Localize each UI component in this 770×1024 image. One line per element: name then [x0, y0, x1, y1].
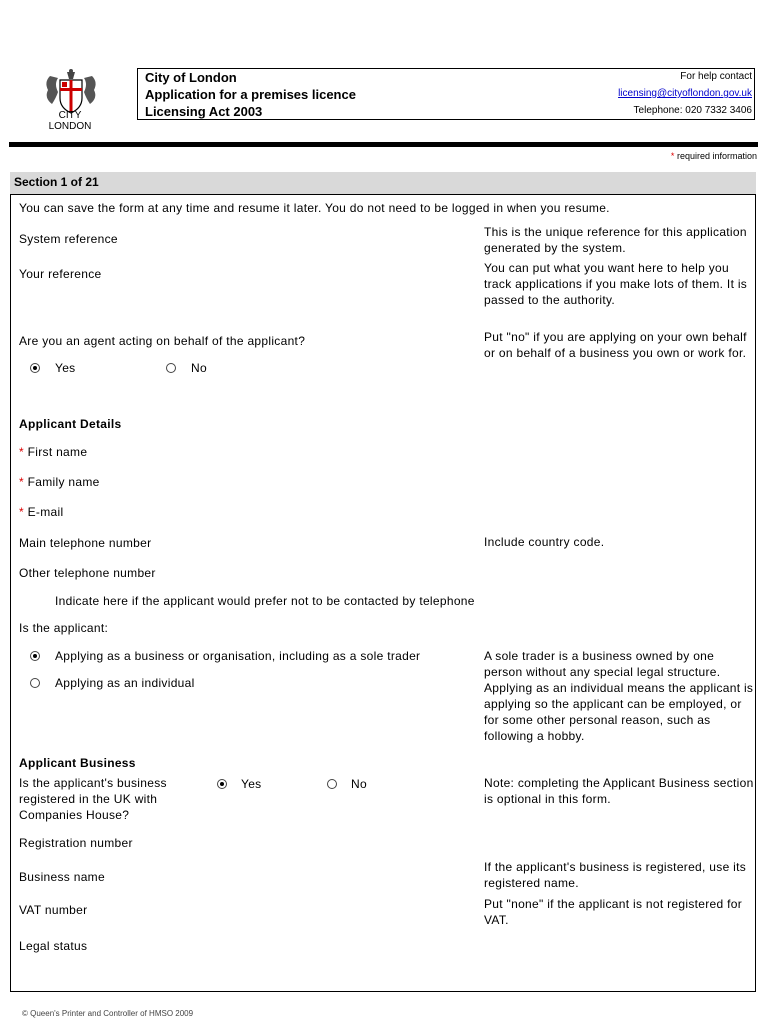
email-text: E-mail — [27, 505, 64, 519]
main-phone-help: Include country code. — [484, 535, 605, 549]
logo-text-london: LONDON — [48, 121, 92, 132]
section-intro: You can save the form at any time and resume it later. You do not need to be logged in when you resume. — [19, 201, 610, 215]
required-star: * — [670, 151, 675, 161]
your-reference-help: You can put what you want here to help you track applications if you make lots of them. It is passed to the authority. — [484, 261, 748, 307]
agent-no-label: No — [191, 361, 207, 375]
header-title-application: Application for a premises licence — [145, 87, 356, 102]
your-reference-label: Your reference — [19, 267, 102, 281]
registered-yes-label: Yes — [241, 777, 262, 791]
copyright-footer: © Queen's Printer and Controller of HMSO 2009 — [22, 1009, 194, 1018]
first-name-label — [19, 445, 87, 459]
other-phone-label: Other telephone number — [19, 566, 156, 580]
business-name-label: Business name — [19, 870, 105, 884]
required-star: * — [19, 445, 24, 459]
help-phone: Telephone: 020 7332 3406 — [633, 105, 752, 116]
section-title: Section 1 of 21 — [10, 172, 756, 195]
main-phone-label: Main telephone number — [19, 536, 152, 550]
email-label — [19, 505, 63, 519]
applicant-details-heading: Applicant Details — [19, 417, 122, 431]
vat-number-label: VAT number — [19, 903, 88, 917]
registered-no-radio[interactable] — [327, 779, 337, 789]
business-note: Note: completing the Applicant Business section is optional in this form. — [484, 776, 754, 806]
system-reference-label: System reference — [19, 232, 118, 246]
registered-no-label: No — [351, 777, 367, 791]
agent-no-radio[interactable] — [166, 363, 176, 373]
header-title-act: Licensing Act 2003 — [145, 104, 263, 119]
applicant-business-radio[interactable] — [30, 651, 40, 661]
required-note — [671, 151, 757, 161]
family-name-label — [19, 475, 100, 489]
applicant-type-help: A sole trader is a business owned by one person without any special legal structure. Applying as an individual means the applicant is applying so the applicant can be employed, or for some other personal reason, such as following a hobby. — [484, 649, 754, 743]
agent-yes-label: Yes — [55, 361, 76, 375]
agent-yes-radio[interactable] — [30, 363, 40, 373]
help-email-link[interactable] — [618, 88, 752, 99]
registration-number-label: Registration number — [19, 836, 133, 850]
no-contact-label: Indicate here if the applicant would prefer not to be contacted by telephone — [55, 594, 475, 608]
family-name-text: Family name — [27, 475, 100, 489]
registered-question-label: Is the applicant's business registered in the UK with Companies House? — [19, 776, 167, 822]
help-label: For help contact — [680, 71, 752, 82]
legal-status-label: Legal status — [19, 939, 88, 953]
agent-question-help: Put "no" if you are applying on your own behalf or on behalf of a business you own or work for. — [484, 330, 747, 360]
applicant-business-option: Applying as a business or organisation, including as a sole trader — [55, 649, 421, 663]
registered-yes-radio[interactable] — [217, 779, 227, 789]
business-name-help: If the applicant's business is registered, use its registered name. — [484, 860, 747, 890]
required-star: * — [19, 475, 24, 489]
header-divider — [9, 142, 758, 147]
header-title-city: City of London — [145, 70, 237, 85]
applicant-business-heading: Applicant Business — [19, 756, 136, 770]
required-star: * — [19, 505, 24, 519]
is-applicant-label: Is the applicant: — [19, 621, 109, 635]
required-note-text: required information — [676, 151, 757, 161]
agent-question-label: Are you an agent acting on behalf of the applicant? — [19, 334, 306, 348]
vat-help: Put "none" if the applicant is not registered for VAT. — [484, 897, 743, 927]
system-reference-help: This is the unique reference for this application generated by the system. — [484, 225, 747, 255]
first-name-text: First name — [27, 445, 88, 459]
logo-text-city: CITY — [58, 110, 82, 121]
help-email[interactable]: licensing@cityoflondon.gov.uk — [618, 88, 752, 99]
applicant-individual-option: Applying as an individual — [55, 676, 195, 690]
applicant-individual-radio[interactable] — [30, 678, 40, 688]
